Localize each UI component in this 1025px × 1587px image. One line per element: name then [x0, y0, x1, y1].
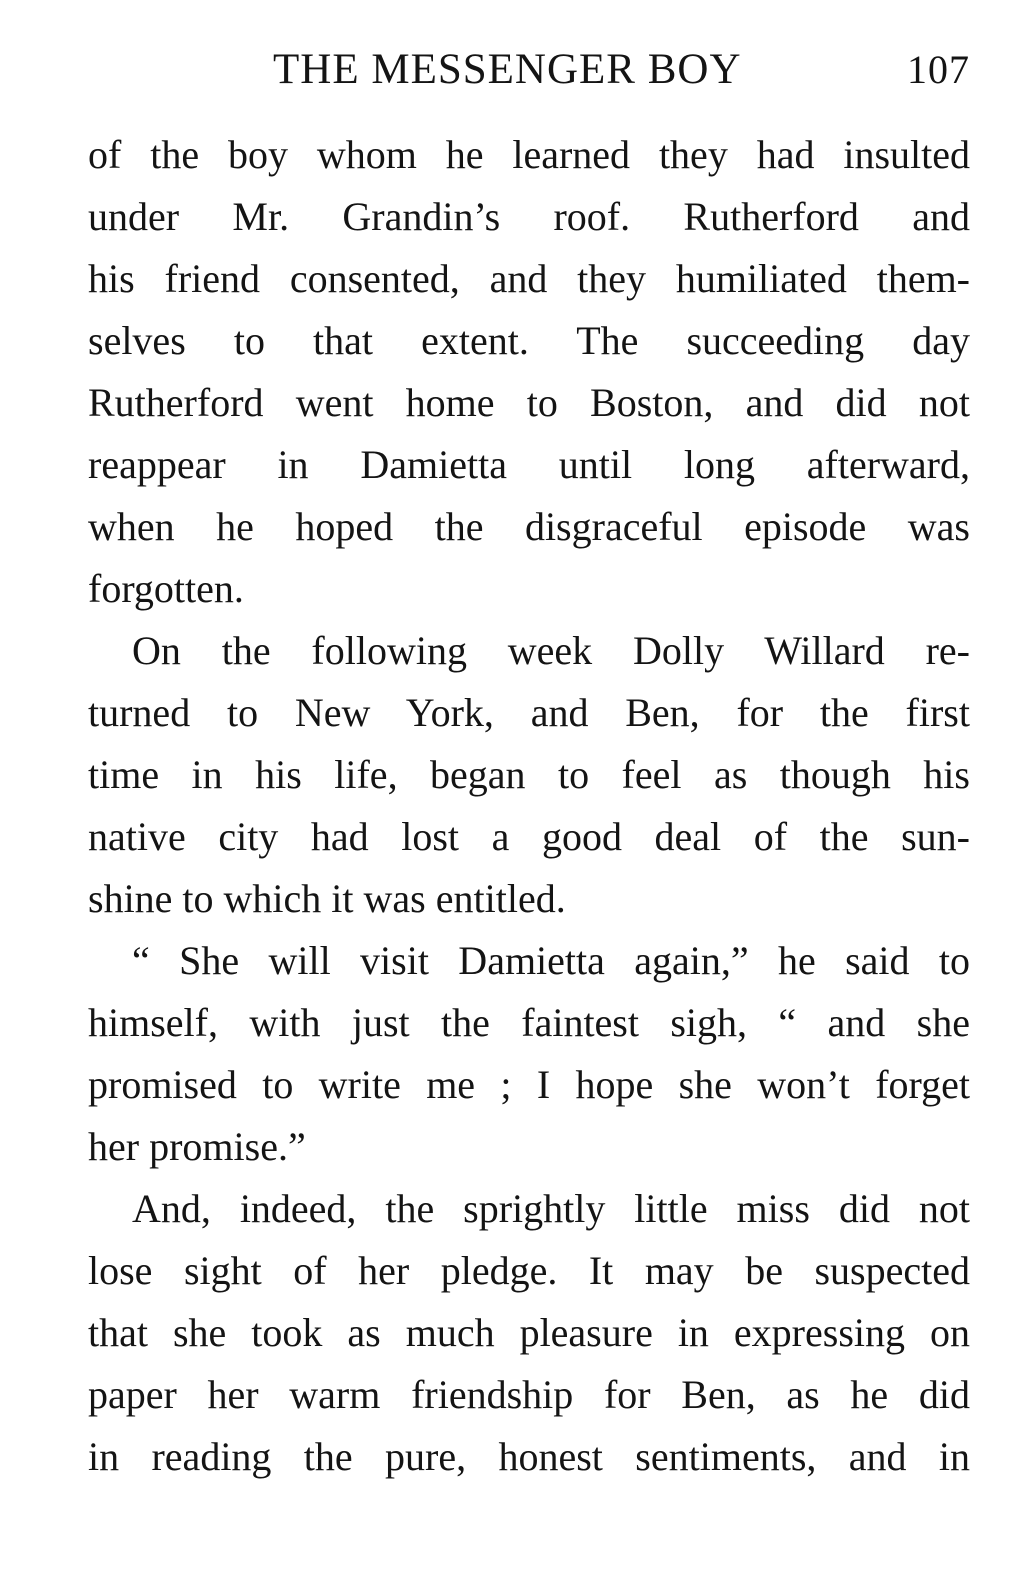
- body-text: [88, 124, 970, 1488]
- text-line: that she took as much pleasure in expressing on: [88, 1310, 970, 1355]
- text-line: turned to New York, and Ben, for the first: [88, 690, 970, 735]
- text-line: her promise.”: [88, 1124, 306, 1169]
- text-line: of the boy whom he learned they had insulted: [88, 132, 970, 177]
- text-line: On the following week Dolly Willard re-: [132, 628, 970, 673]
- text-line: forgotten.: [88, 566, 244, 611]
- text-line: And, indeed, the sprightly little miss did not: [132, 1186, 970, 1231]
- text-line: native city had lost a good deal of the sun-: [88, 814, 970, 859]
- running-head: [88, 44, 970, 96]
- text-line: lose sight of her pledge. It may be suspected: [88, 1248, 970, 1293]
- paragraph: [88, 1178, 970, 1488]
- text-line: paper her warm friendship for Ben, as he did: [88, 1372, 970, 1417]
- text-line: time in his life, began to feel as though his: [88, 752, 970, 797]
- page-number: 107: [907, 47, 970, 92]
- paragraph: [88, 124, 970, 620]
- text-line: promised to write me ; I hope she won’t forget: [88, 1062, 970, 1107]
- running-title: THE MESSENGER BOY: [273, 46, 742, 93]
- text-line: Rutherford went home to Boston, and did not: [88, 380, 970, 425]
- text-line: his friend consented, and they humiliated them-: [88, 256, 970, 301]
- text-line: when he hoped the disgraceful episode was: [88, 504, 970, 549]
- text-line: himself, with just the faintest sigh, “ and she: [88, 1000, 970, 1045]
- text-line: under Mr. Grandin’s roof. Rutherford and: [88, 194, 970, 239]
- paragraph: [88, 930, 970, 1178]
- text-line: selves to that extent. The succeeding day: [88, 318, 970, 363]
- text-line: “ She will visit Damietta again,” he said to: [132, 938, 970, 983]
- text-line: reappear in Damietta until long afterward,: [88, 442, 970, 487]
- paragraph: [88, 620, 970, 930]
- text-line: in reading the pure, honest sentiments, and in: [88, 1434, 970, 1479]
- text-line: shine to which it was entitled.: [88, 876, 566, 921]
